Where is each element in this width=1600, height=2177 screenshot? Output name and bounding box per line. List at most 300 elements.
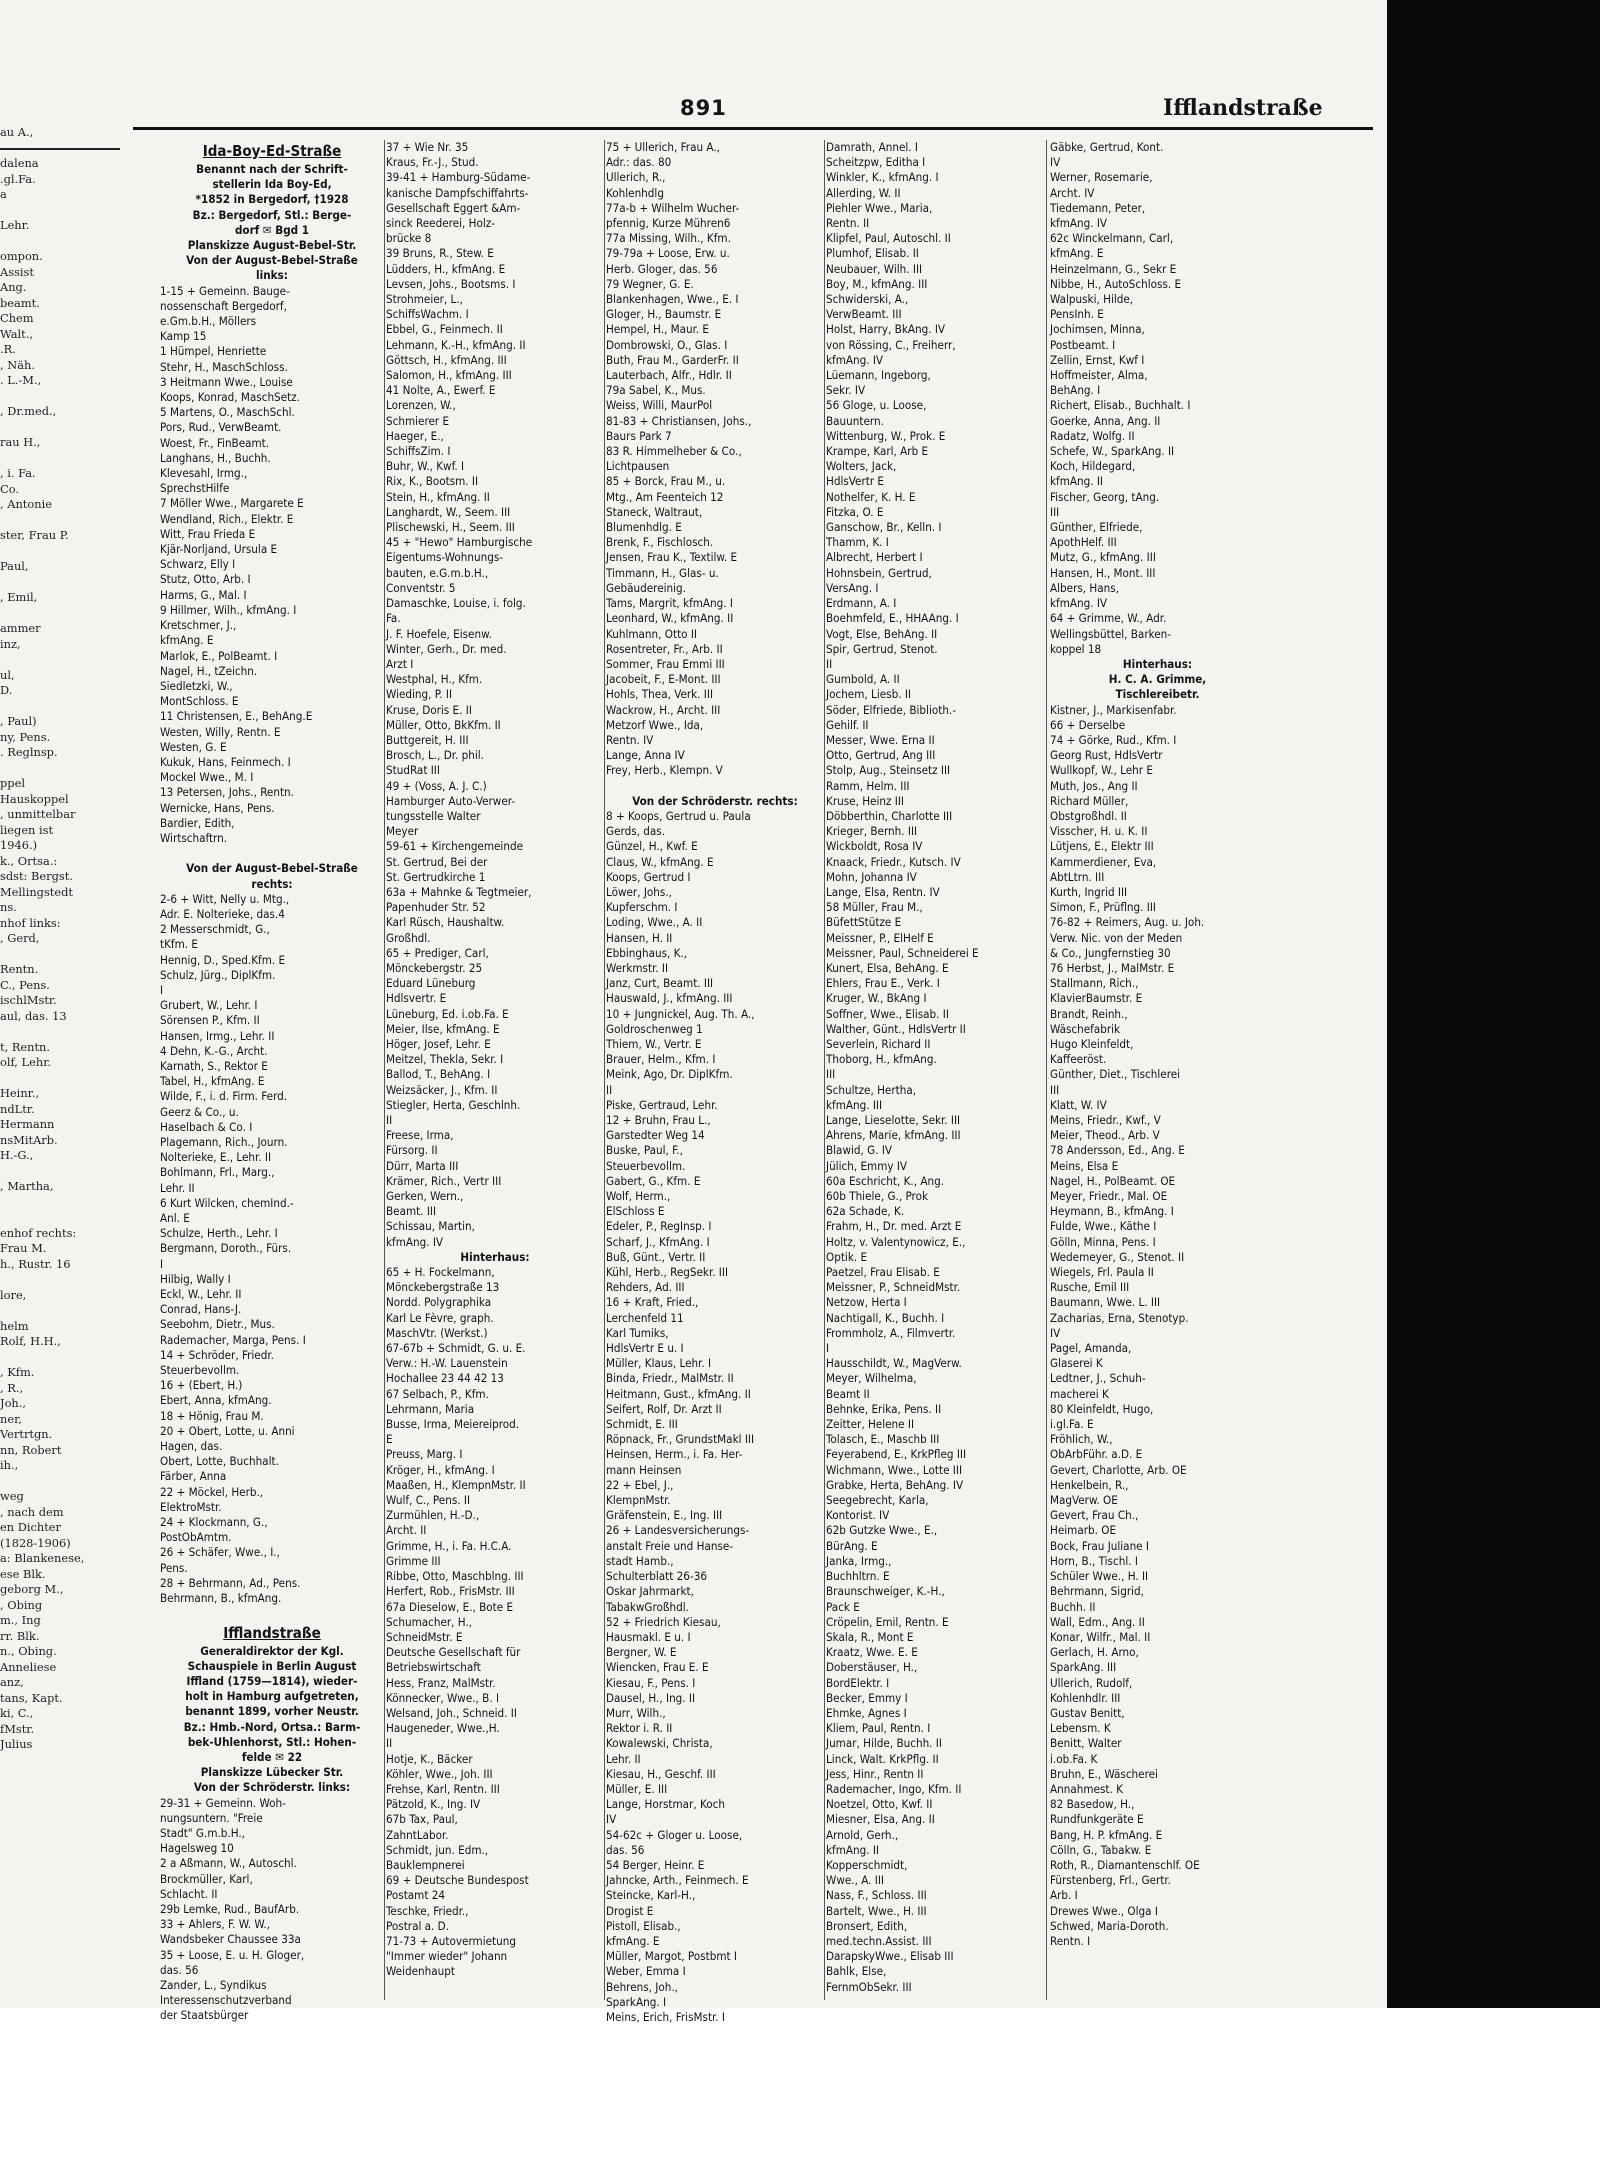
directory-entry: Döbberthin, Charlotte III [826, 808, 953, 823]
directory-entry: Karnath, S., Rektor E [160, 1058, 268, 1073]
directory-entry: III [1050, 504, 1060, 519]
directory-entry: Nass, F., Schloss. III [826, 1888, 927, 1903]
left-fragment-line: , Antonie [0, 497, 52, 511]
directory-entry: Noetzel, Otto, Kwf. II [826, 1797, 933, 1812]
directory-entry: 9 Hillmer, Wilh., kfmAng. I [160, 602, 297, 617]
directory-entry: Brockmüller, Karl, [160, 1871, 253, 1886]
directory-entry: Teschke, Friedr., [386, 1903, 469, 1918]
directory-entry: 16 + (Ebert, H.) [160, 1378, 243, 1393]
directory-entry: Fürsorg. II [386, 1143, 438, 1158]
directory-entry: Wall, Edm., Ang. II [1050, 1614, 1145, 1629]
directory-entry: St. Gertrud, Bei der [386, 854, 488, 869]
directory-entry: BehAng. I [1050, 383, 1101, 398]
directory-entry: 26 + Landesversicherungs- [606, 1523, 750, 1538]
directory-entry: Steincke, Karl-H., [606, 1888, 696, 1903]
left-fragment-line: Hauskoppel [0, 791, 69, 806]
directory-entry: 37 + Wie Nr. 35 [386, 140, 469, 154]
directory-entry: Höger, Josef, Lehr. E [386, 1036, 491, 1051]
directory-entry: 75 + Ullerich, Frau A., [606, 140, 720, 154]
left-fragment-line: t, Rentn. [0, 1039, 51, 1054]
directory-entry: Muth, Jos., Ang II [1050, 778, 1138, 793]
directory-entry: Steuerbevollm. [606, 1158, 686, 1173]
directory-entry: Wilde, F., i. d. Firm. Ferd. [160, 1089, 288, 1104]
directory-entry: Otto, Gertrud, Ang III [826, 748, 936, 763]
directory-entry: kfmAng. E [1050, 246, 1104, 261]
directory-entry: PensInh. E [1050, 307, 1104, 322]
directory-entry: 8 + Koops, Gertrud u. Paula [606, 808, 751, 823]
directory-entry: Frey, Herb., Klempn. V [606, 763, 723, 778]
directory-entry: Kiesau, F., Pens. I [606, 1675, 696, 1690]
directory-entry: Kohlenhdlr. III [1050, 1690, 1121, 1705]
directory-entry: Bauklempnerei [386, 1857, 465, 1872]
directory-entry: Schwarz, Elly I [160, 557, 236, 572]
left-page-rule [0, 148, 120, 150]
section-note: Generaldirektor der Kgl. [200, 1643, 344, 1658]
directory-entry: Hauswald, J., kfmAng. III [606, 991, 733, 1006]
directory-entry: Schulz, Jürg., DiplKfm. [160, 967, 276, 982]
left-fragment-line: . Reglnsp. [0, 745, 58, 759]
directory-column-3 [606, 140, 824, 2024]
directory-entry: Lüneburg, Ed. i.ob.Fa. E [386, 1006, 509, 1021]
directory-entry: Lichtpausen [606, 459, 670, 474]
left-fragment-line: sdst: Bergst. [0, 869, 73, 883]
directory-entry: Ballod, T., BehAng. I [386, 1067, 491, 1082]
directory-entry: E [386, 1432, 393, 1447]
left-fragment-line: inz, [0, 636, 21, 651]
directory-entry: AbtLtrn. III [1050, 869, 1105, 884]
directory-entry: Jensen, Frau K., Textilw. E [606, 550, 738, 565]
left-fragment-line: 1946.) [0, 838, 38, 852]
directory-entry: Hansen, Irmg., Lehr. II [160, 1028, 275, 1043]
directory-entry: 6 Kurt Wilcken, chemInd.- [160, 1195, 294, 1210]
directory-entry: Lerchenfeld 11 [606, 1310, 684, 1325]
directory-entry: 28 + Behrmann, Ad., Pens. [160, 1575, 301, 1590]
directory-entry: 39-41 + Hamburg-Südame- [386, 170, 531, 185]
directory-entry: Edeler, P., RegInsp. I [606, 1219, 712, 1234]
column-divider [824, 140, 825, 2000]
directory-entry: 35 + Loose, E. u. H. Gloger, [160, 1947, 305, 1962]
directory-entry: Meier, Ilse, kfmAng. E [386, 1021, 500, 1036]
directory-entry: kfmAng. II [1050, 474, 1104, 489]
directory-entry: TabakwGroßhdl. [606, 1599, 689, 1614]
directory-entry: brücke 8 [386, 231, 432, 246]
left-fragment-line: geborg M., [0, 1582, 64, 1596]
directory-entry: 2 a Aßmann, W., Autoschl. [160, 1856, 297, 1871]
directory-entry: Boehmfeld, E., HHAAng. I [826, 611, 959, 626]
directory-entry: Klipfel, Paul, Autoschl. II [826, 231, 951, 246]
left-fragment-line [0, 699, 122, 715]
directory-entry: Nordd. Polygraphika [386, 1295, 492, 1310]
directory-entry: Westen, G. E [160, 739, 227, 754]
directory-entry: Sekr. IV [826, 383, 866, 398]
section-note: Bz.: Bergedorf, Stl.: Berge- [192, 207, 352, 222]
directory-entry: Stolp, Aug., Steinsetz III [826, 763, 951, 778]
directory-entry: Richert, Elisab., Buchhalt. I [1050, 398, 1191, 413]
directory-entry: Postbeamt. I [1050, 337, 1116, 352]
directory-entry: Meier, Theod., Arb. V [1050, 1128, 1160, 1143]
left-fragment-line: (1828-1906) [0, 1535, 71, 1550]
directory-entry: Thamm, K. I [826, 535, 889, 550]
left-fragment-line: Rolf, H.H., [0, 1334, 61, 1348]
directory-entry: Doberstäuser, H., [826, 1660, 918, 1675]
directory-entry: St. Gertrudkirche 1 [386, 869, 486, 884]
directory-entry: Busse, Irma, Meiereiprod. [386, 1417, 520, 1432]
directory-entry: von Rössing, C., Freiherr, [826, 337, 956, 352]
directory-entry: nossenschaft Bergedorf, [160, 298, 287, 313]
left-fragment-line: Walt., [0, 326, 33, 341]
directory-entry: Seegebrecht, Karla, [826, 1493, 929, 1508]
section-note: Schauspiele in Berlin August [187, 1658, 357, 1673]
directory-entry: Lange, Anna IV [606, 748, 685, 763]
left-fragment-line: ischlMstr. [0, 993, 57, 1007]
directory-entry: Verw.: H.-W. Lauenstein [386, 1356, 508, 1371]
left-fragment-line: Frau M. [0, 1241, 47, 1255]
left-fragment-line: , Dr.med., [0, 404, 57, 418]
left-fragment-line: . L.-M., [0, 373, 42, 387]
directory-entry: Postral a. D. [386, 1918, 450, 1933]
section-note: Iffland (1759—1814), wieder- [186, 1673, 358, 1688]
directory-entry: Horn, B., Tischl. I [1050, 1553, 1138, 1568]
directory-entry: Bang, H. P. kfmAng. E [1050, 1827, 1163, 1842]
directory-entry: koppel 18 [1050, 641, 1102, 656]
left-fragment-line: Paul, [0, 559, 29, 573]
left-fragment-line: ster, Frau P. [0, 528, 69, 542]
directory-entry: 78 Andersson, Ed., Ang. E [1050, 1143, 1185, 1158]
directory-entry: Betriebswirtschaft [386, 1660, 481, 1675]
directory-entry: Dombrowski, O., Glas. I [606, 337, 728, 352]
directory-entry: Zander, L., Syndikus [160, 1977, 267, 1992]
directory-entry: Timmann, H., Glas- u. [606, 565, 719, 580]
directory-entry: VersAng. I [826, 580, 879, 595]
left-fragment-line: fMstr. [0, 1721, 35, 1736]
directory-column-4 [826, 140, 1044, 2002]
left-fragment-line: Rentn. [0, 962, 39, 976]
directory-entry: Behrens, Joh., [606, 1979, 678, 1994]
directory-entry: Gesellschaft Eggert &Am- [386, 200, 521, 215]
directory-entry: tKfm. E [160, 937, 198, 952]
directory-entry: Jess, Hinr., Rentn II [826, 1766, 924, 1781]
section-note: Von der Schröderstr. rechts: [632, 793, 798, 808]
left-fragment-line: Mellingstedt [0, 884, 73, 899]
directory-entry: Blankenhagen, Wwe., E. I [606, 292, 739, 307]
left-fragment-line: ns. [0, 900, 17, 914]
left-fragment-line [0, 234, 122, 250]
directory-entry: Lehmann, K.-H., kfmAng. II [386, 337, 526, 352]
directory-entry: Wolf, Herm., [606, 1189, 671, 1204]
directory-entry: Müller, E. III [606, 1781, 668, 1796]
directory-entry: Klatt, W. IV [1050, 1097, 1107, 1112]
directory-entry: Ebert, Anna, kfmAng. [160, 1393, 272, 1408]
directory-entry: Stehr, H., MaschSchloss. [160, 359, 288, 374]
left-fragment-line [0, 420, 122, 436]
directory-entry: Wernicke, Hans, Pens. [160, 800, 275, 815]
directory-entry: Strohmeier, L., [386, 292, 463, 307]
directory-entry: Günzel, H., Kwf. E [606, 839, 698, 854]
directory-entry: Rentn. II [826, 216, 870, 231]
street-heading: Ida-Boy-Ed-Straße [202, 142, 342, 160]
directory-entry: Fitzka, O. E [826, 504, 884, 519]
directory-entry: Kruger, W., BkAng I [826, 991, 927, 1006]
directory-entry: II [606, 1082, 613, 1097]
directory-entry: & Co., Jungfernstieg 30 [1050, 945, 1171, 960]
directory-entry: Interessenschutzverband [160, 1993, 292, 2008]
directory-entry: Wittenburg, W., Prok. E [826, 428, 946, 443]
directory-entry: Meins, Friedr., Kwf., V [1050, 1113, 1161, 1127]
directory-entry: Schmidt, jun. Edm., [386, 1842, 489, 1857]
directory-entry: Jahncke, Arth., Feinmech. E [606, 1873, 749, 1888]
directory-entry: Rosentreter, Fr., Arb. II [606, 641, 723, 656]
directory-entry: Scharf, J., KfmAng. I [606, 1234, 710, 1249]
directory-entry: Severlein, Richard II [826, 1036, 931, 1051]
directory-entry: SchneidMstr. E [386, 1629, 463, 1644]
directory-entry: Skala, R., Mont E [826, 1629, 914, 1644]
directory-entry: 16 + Kraft, Fried., [606, 1295, 699, 1310]
directory-entry: Lüemann, Ingeborg, [826, 368, 931, 383]
directory-entry: Beamt II [826, 1386, 870, 1401]
directory-entry: Brosch, L., Dr. phil. [386, 748, 484, 763]
directory-entry: stadt Hamb., [606, 1553, 674, 1568]
directory-entry: Heinzelmann, G., Sekr E [1050, 261, 1177, 276]
directory-entry: Deutsche Gesellschaft für [386, 1645, 521, 1660]
directory-entry: ZahntLabor. [386, 1827, 449, 1842]
directory-entry: Stein, H., kfmAng. II [386, 489, 490, 504]
directory-entry: Wolters, Jack, [826, 459, 897, 474]
directory-entry: Bergmann, Doroth., Fürs. [160, 1241, 292, 1256]
left-fragment-line: , nach dem [0, 1504, 64, 1519]
directory-entry: Wulf, C., Pens. II [386, 1493, 471, 1508]
directory-entry: Siedletzki, W., [160, 678, 233, 693]
street-heading: Ifflandstraße [223, 1623, 321, 1642]
directory-entry: Mockel Wwe., M. I [160, 770, 254, 785]
directory-entry: Hohnsbein, Gertrud, [826, 565, 932, 580]
directory-entry: 69 + Deutsche Bundespost [386, 1873, 529, 1888]
directory-entry: Karl Tumiks, [606, 1325, 669, 1340]
directory-entry: Winkler, K., kfmAng. I [826, 170, 939, 185]
directory-entry: Lehr. II [160, 1180, 195, 1195]
directory-entry: Kowalewski, Christa, [606, 1736, 713, 1751]
directory-entry: 77a-b + Wilhelm Wucher- [606, 200, 740, 215]
directory-entry: IV [606, 1812, 617, 1827]
directory-entry: Rentn. IV [606, 732, 654, 747]
directory-entry: Schmidt, E. III [606, 1417, 678, 1432]
directory-entry: Maaßen, H., KlempnMstr. II [386, 1477, 526, 1492]
directory-entry: 14 + Schröder, Friedr. [160, 1347, 274, 1362]
column-divider [604, 140, 605, 2000]
directory-entry: 10 + Jungnickel, Aug. Th. A., [606, 1006, 755, 1021]
directory-entry: 85 + Borck, Frau M., u. [606, 474, 726, 489]
directory-entry: Lehr. II [606, 1751, 641, 1766]
left-fragment-line: lore, [0, 1287, 27, 1302]
directory-entry: Ullerich, Rudolf, [1050, 1675, 1133, 1690]
directory-entry: Jülich, Emmy IV [826, 1158, 908, 1173]
directory-entry: Anl. E [160, 1211, 190, 1226]
directory-entry: Vogt, Else, BehAng. II [826, 626, 938, 641]
left-fragment-line: ompon. [0, 249, 43, 263]
left-fragment-line: Hermann [0, 1117, 55, 1131]
section-note: stellerin Ida Boy-Ed, [212, 177, 332, 192]
directory-entry: BürAng. E [826, 1538, 878, 1553]
directory-entry: Meitzel, Thekla, Sekr. I [386, 1052, 504, 1067]
directory-entry: Kukuk, Hans, Feinmech. I [160, 754, 291, 769]
directory-entry: Kühl, Herb., RegSekr. III [606, 1265, 729, 1280]
directory-entry: Günther, Elfriede, [1050, 520, 1143, 535]
directory-entry: BüfettStütze E [826, 915, 902, 930]
directory-entry: 7 Möller Wwe., Margarete E [160, 496, 304, 511]
directory-entry: pfennig, Kurze Mühren6 [606, 216, 731, 231]
directory-entry: kfmAng. E [606, 1933, 660, 1948]
directory-entry: Meyer, Friedr., Mal. OE [1050, 1189, 1168, 1204]
directory-entry: Dürr, Marta III [386, 1158, 459, 1173]
left-fragment-line: rau H., [0, 435, 41, 449]
directory-entry: Arb. I [1050, 1888, 1078, 1903]
left-fragment-line: ammer [0, 621, 41, 635]
directory-entry: Hess, Franz, MalMstr. [386, 1675, 496, 1690]
directory-entry: Ebbel, G., Feinmech. II [386, 322, 503, 337]
left-fragment-line: rr. Blk. [0, 1628, 40, 1643]
left-fragment-line: , Martha, [0, 1179, 54, 1193]
directory-entry: Koops, Konrad, MaschSetz. [160, 390, 300, 405]
directory-entry: 62b Gutzke Wwe., E., [826, 1523, 938, 1538]
directory-entry: Lütjens, E., Elektr III [1050, 839, 1154, 854]
directory-entry: SprechstHilfe [160, 481, 230, 496]
directory-entry: Zellin, Ernst, Kwf I [1050, 352, 1145, 367]
left-fragment-line: ul, [0, 667, 15, 682]
directory-entry: Bohlmann, Frl., Marg., [160, 1165, 275, 1180]
section-note: Bz.: Hmb.-Nord, Ortsa.: Barm- [183, 1719, 361, 1734]
directory-entry: Hdlsvertr. E [386, 991, 447, 1006]
directory-entry: 67 Selbach, P., Kfm. [386, 1386, 489, 1401]
directory-entry: Nagel, H., PolBeamt. OE [1050, 1173, 1176, 1188]
directory-entry: Thoborg, H., kfmAng. [826, 1052, 937, 1067]
left-fragment-line [0, 652, 122, 668]
left-fragment-line: ny, Pens. [0, 729, 51, 744]
directory-entry: Hausmakl. E u. I [606, 1629, 691, 1644]
directory-entry: Becker, Emmy I [826, 1690, 908, 1705]
directory-entry: Neubauer, Wilh. III [826, 261, 923, 276]
directory-entry: Buchhltrn. E [826, 1569, 890, 1584]
left-fragment-line: h., Rustr. 16 [0, 1256, 71, 1271]
left-fragment-line: beamt. [0, 295, 40, 310]
left-fragment-line [0, 1071, 122, 1087]
directory-entry: BordElektr. I [826, 1675, 890, 1690]
directory-entry: Hilbig, Wally I [160, 1271, 231, 1286]
directory-entry: Konar, Wilfr., Mal. II [1050, 1629, 1151, 1644]
directory-entry: Löwer, Johs., [606, 884, 672, 899]
directory-entry: Winter, Gerh., Dr. med. [386, 641, 507, 656]
directory-entry: kfmAng. II [826, 1842, 880, 1857]
directory-entry: Plischewski, H., Seem. III [386, 520, 515, 535]
directory-entry: "Immer wieder" Johann [386, 1949, 508, 1964]
directory-entry: 24 + Klockmann, G., [160, 1515, 268, 1530]
directory-entry: Rix, K., Bootsm. II [386, 474, 479, 489]
left-fragment-line [0, 544, 122, 560]
directory-entry: 71-73 + Autovermietung [386, 1933, 516, 1948]
left-fragment-line [0, 203, 122, 219]
directory-entry: 76-82 + Reimers, Aug. u. Joh. [1050, 915, 1205, 930]
directory-entry: Gräfenstein, E., Ing. III [606, 1508, 723, 1523]
directory-entry: 22 + Möckel, Herb., [160, 1484, 264, 1499]
directory-entry: Eduard Lüneburg [386, 976, 476, 991]
section-note: felde ✉ 22 [241, 1749, 303, 1764]
left-fragment-line [0, 1272, 122, 1288]
directory-entry: Scheitzpw, Editha I [826, 155, 926, 170]
left-fragment-line [0, 1210, 122, 1226]
section-note: Hinterhaus: [1122, 656, 1193, 671]
directory-entry: Lüdders, H., kfmAng. E [386, 261, 506, 276]
directory-entry: Schwed, Maria-Doroth. [1050, 1918, 1169, 1933]
directory-entry: Cölln, G., Tabakw. E [1050, 1842, 1152, 1857]
directory-entry: Köhler, Wwe., Joh. III [386, 1766, 493, 1781]
directory-entry: Ganschow, Br., Kelln. I [826, 520, 942, 535]
directory-entry: kfmAng. III [826, 1097, 883, 1112]
section-note: Von der Schröderstr. links: [193, 1780, 351, 1795]
directory-entry: Obert, Lotte, Buchhalt. [160, 1454, 279, 1469]
directory-entry: macherei K [1050, 1386, 1109, 1401]
directory-entry: mann Heinsen [606, 1462, 682, 1477]
directory-entry: Grabke, Herta, BehAng. IV [826, 1477, 964, 1492]
directory-entry: HdlsVertr E u. I [606, 1341, 684, 1356]
section-note: dorf ✉ Bgd 1 [234, 222, 310, 237]
directory-entry: Koch, Hildegard, [1050, 459, 1136, 474]
directory-entry: Kamp 15 [160, 329, 207, 344]
directory-entry: 39 Bruns, R., Stew. E [386, 246, 494, 261]
directory-entry: Soffner, Wwe., Elisab. II [826, 1006, 949, 1021]
left-fragment-line: Anneliese [0, 1659, 57, 1674]
directory-entry: Nagel, H., tZeichn. [160, 663, 258, 678]
left-fragment-line: Assist [0, 264, 34, 279]
directory-entry: Binda, Friedr., MalMstr. II [606, 1371, 734, 1386]
directory-entry: Lauterbach, Alfr., Hdlr. II [606, 368, 732, 383]
directory-entry: Wedemeyer, G., Stenot. II [1050, 1249, 1185, 1264]
directory-entry: Meins, Elsa E [1050, 1158, 1119, 1173]
directory-entry: Staneck, Waltraut, [606, 504, 703, 519]
directory-entry: SparkAng. I [606, 1994, 667, 2009]
directory-entry: Fulde, Wwe., Käthe I [1050, 1219, 1157, 1234]
directory-entry: Henkelbein, R., [1050, 1477, 1129, 1492]
directory-entry: Herb. Gloger, das. 56 [606, 261, 718, 276]
directory-entry: 26 + Schäfer, Wwe., I., [160, 1545, 280, 1560]
directory-entry: Marlok, E., PolBeamt. I [160, 648, 278, 663]
directory-entry: Westphal, H., Kfm. [386, 672, 483, 687]
directory-entry: Harms, G., Mal. I [160, 587, 247, 602]
directory-entry: Hohls, Thea, Verk. III [606, 687, 714, 702]
directory-entry: Arzt I [386, 656, 414, 671]
directory-column-2 [386, 140, 604, 2002]
directory-entry: Pack E [826, 1599, 860, 1614]
directory-entry: Frahm, H., Dr. med. Arzt E [826, 1219, 962, 1234]
directory-entry: Seebohm, Dietr., Mus. [160, 1317, 275, 1332]
directory-entry: MaschVtr. (Werkst.) [386, 1325, 488, 1340]
directory-entry: kfmAng. E [160, 633, 214, 648]
directory-entry: Jacobeit, F., E-Mont. III [606, 672, 721, 687]
directory-entry: Simon, F., Prüflng. III [1050, 900, 1157, 915]
directory-entry: Conrad, Hans-J. [160, 1302, 242, 1317]
directory-entry: Visscher, H. u. K. II [1050, 824, 1148, 839]
directory-entry: Meissner, P., SchneidMstr. [826, 1280, 961, 1295]
directory-entry: I [160, 982, 164, 997]
directory-entry: 45 + "Hewo" Hamburgische [386, 535, 533, 550]
directory-entry: Archt. II [386, 1523, 427, 1538]
directory-entry [160, 846, 384, 861]
directory-entry: Heitmann, Gust., kfmAng. II [606, 1386, 751, 1401]
directory-entry: Wickboldt, Rosa IV [826, 839, 923, 854]
section-note: Von der August-Bebel-Straße [186, 861, 358, 876]
directory-entry: Kjär-Norljand, Ursula E [160, 542, 278, 557]
directory-entry: Janz, Curt, Beamt. III [606, 976, 714, 991]
directory-entry: Gebäudereinig. [606, 580, 686, 595]
directory-entry: Gabert, G., Kfm. E [606, 1173, 701, 1188]
directory-entry: Wäschefabrik [1050, 1021, 1121, 1036]
